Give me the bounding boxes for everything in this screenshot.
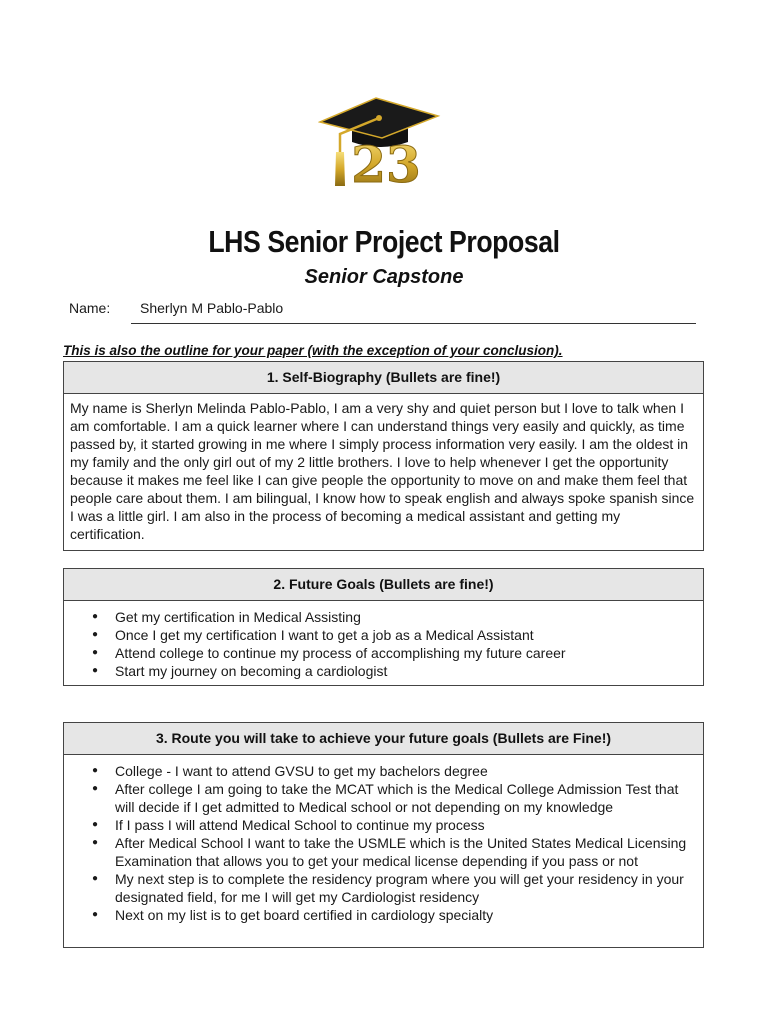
list-item[interactable]: ● Get my certification in Medical Assisting: [70, 608, 697, 626]
future-goals-list: [70, 608, 697, 680]
graduation-logo: [318, 94, 442, 192]
list-item[interactable]: ● Once I get my certification I want to get a job as a Medical Assistant: [70, 626, 697, 644]
list-item[interactable]: ● College - I want to attend GVSU to get my bachelors degree: [70, 762, 697, 780]
page-subtitle: Senior Capstone: [304, 266, 464, 288]
list-item[interactable]: ● Attend college to continue my process of accomplishing my future career: [70, 644, 697, 662]
section-heading: 3. Route you will take to achieve your future goals (Bullets are Fine!): [64, 723, 703, 755]
list-item[interactable]: ● Start my journey on becoming a cardiologist: [70, 662, 697, 680]
list-item[interactable]: ● After college I am going to take the MCAT which is the Medical College Admission Test that will decide if I get admitted to Medical school or not depending on my knowledge: [70, 780, 697, 816]
list-item[interactable]: ● If I pass I will attend Medical School to continue my process: [70, 816, 697, 834]
list-item[interactable]: ● Next on my list is to get board certified in cardiology specialty: [70, 906, 697, 924]
name-field: [69, 298, 696, 324]
name-value[interactable]: Sherlyn M Pablo-Pablo: [140, 300, 284, 316]
section-body: [64, 394, 703, 549]
list-item[interactable]: ● My next step is to complete the residency program where you will get your residency in your designated field, for me I will get my Cardiologist residency: [70, 870, 697, 906]
self-biography-text[interactable]: My name is Sherlyn Melinda Pablo-Pablo, I am a very shy and quiet person but I love to talk when I am comfortable. I am a quick learner where I can understand things very easily and quickly, as time passed by, it started growing in me where I simply process information very easily. I am the oldest in my family and the only girl out of my 2 little brothers. I love to help whenever I get the opportunity because it makes me feel like I can give people the opportunity to move on and make them feel that people care about them. I am bilingual, I know how to speak english and always spoke spanish since I was a little girl. I am also in the process of becoming a medical assistant and getting my certification.: [70, 400, 695, 542]
future-goals-section: [63, 568, 704, 686]
section-heading: 2. Future Goals (Bullets are fine!): [64, 569, 703, 601]
route-section: [63, 722, 704, 948]
self-biography-section: [63, 361, 704, 551]
logo-number: 23: [351, 135, 421, 192]
outline-note: This is also the outline for your paper (with the exception of your conclusion).: [63, 343, 563, 358]
graduation-cap-icon: [318, 94, 442, 192]
list-item[interactable]: ● After Medical School I want to take the USMLE which is the United States Medical Licensing Examination that allows you to get your medical license depending if you pass or not: [70, 834, 697, 870]
section-body: [64, 601, 703, 686]
page-title: LHS Senior Project Proposal: [208, 224, 560, 259]
section-body: [64, 755, 703, 930]
section-heading: 1. Self-Biography (Bullets are fine!): [64, 362, 703, 394]
name-label: Name:: [69, 300, 111, 316]
name-underline: [131, 323, 696, 324]
route-list: [70, 762, 697, 924]
